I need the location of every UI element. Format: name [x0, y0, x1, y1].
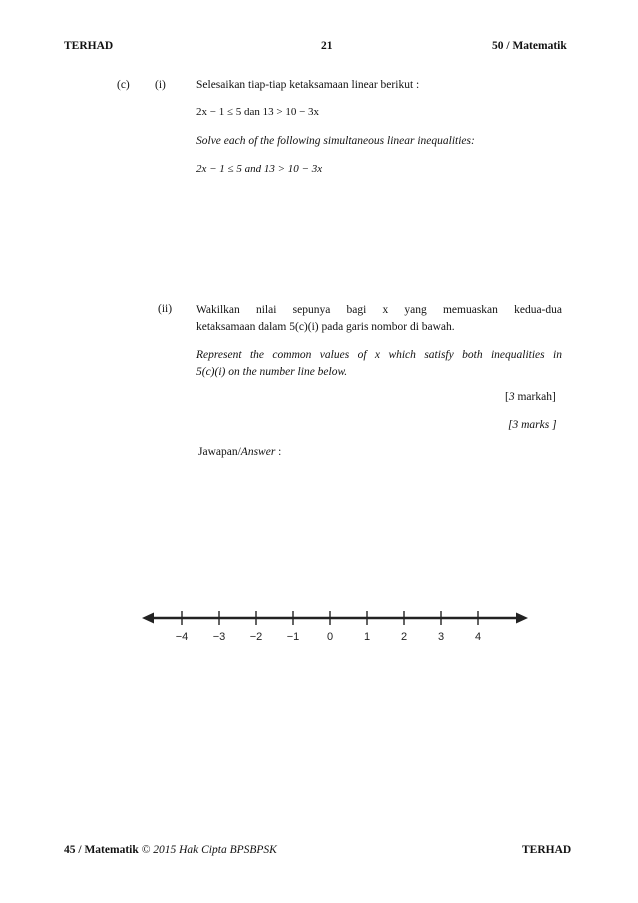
- answer-colon: :: [275, 446, 282, 458]
- answer-malay: Jawapan/: [198, 446, 241, 458]
- footer-left-bold: 45 / Matematik: [64, 844, 139, 856]
- tick-label: 4: [474, 631, 482, 643]
- sub-ii-label: (ii): [158, 303, 173, 315]
- marks-malay-word: markah]: [514, 391, 556, 403]
- sub-i-english-instruction: Solve each of the following simultaneous linear inequalities:: [196, 135, 475, 147]
- tick-label: 2: [400, 631, 408, 643]
- marks-malay-number: 3: [508, 391, 515, 403]
- sub-ii-english: [196, 347, 562, 381]
- tick-label: −1: [286, 631, 300, 643]
- answer-english: Answer: [240, 446, 276, 458]
- sub-i-english-math: 2x − 1 ≤ 5 and 13 > 10 − 3x: [196, 163, 323, 175]
- number-line: [140, 600, 530, 645]
- tick-label: 0: [326, 631, 334, 643]
- footer-left: [64, 844, 277, 856]
- part-label: (c): [117, 79, 130, 91]
- number-line-ticks: [176, 611, 481, 643]
- sub-ii-malay-line1: Wakilkan nilai sepunya bagi x yang memuaskan kedua-dua: [196, 304, 562, 316]
- tick-label: 3: [437, 631, 445, 643]
- tick-label: −3: [212, 631, 226, 643]
- right-arrow-icon: [516, 613, 528, 624]
- tick-label: −2: [249, 631, 263, 643]
- sub-i-label: (i): [155, 79, 166, 91]
- sub-i-malay-instruction: Selesaikan tiap-tiap ketaksamaan linear berikut :: [196, 79, 420, 91]
- footer-right: TERHAD: [522, 844, 572, 856]
- tick-label: −4: [175, 631, 189, 643]
- marks-english: [3 marks ]: [508, 419, 557, 431]
- sub-ii-english-line2: 5(c)(i) on the number line below.: [196, 366, 348, 378]
- answer-label: [198, 446, 281, 458]
- sub-ii-english-line1: Represent the common values of x which satisfy both inequalities in: [196, 349, 562, 361]
- tick-label: 1: [363, 631, 371, 643]
- header-left: TERHAD: [64, 40, 114, 52]
- sub-ii-malay: [196, 302, 562, 336]
- marks-malay: [3 markah]: [505, 391, 556, 403]
- page-number: 21: [321, 40, 333, 52]
- sub-ii-malay-line2: ketaksamaan dalam 5(c)(i) pada garis nombor di bawah.: [196, 321, 455, 333]
- sub-i-malay-math: 2x − 1 ≤ 5 dan 13 > 10 − 3x: [196, 106, 320, 118]
- left-arrow-icon: [142, 613, 154, 624]
- header-right: 50 / Matematik: [492, 40, 567, 52]
- footer-left-italic: © 2015 Hak Cipta BPSBPSK: [138, 844, 277, 856]
